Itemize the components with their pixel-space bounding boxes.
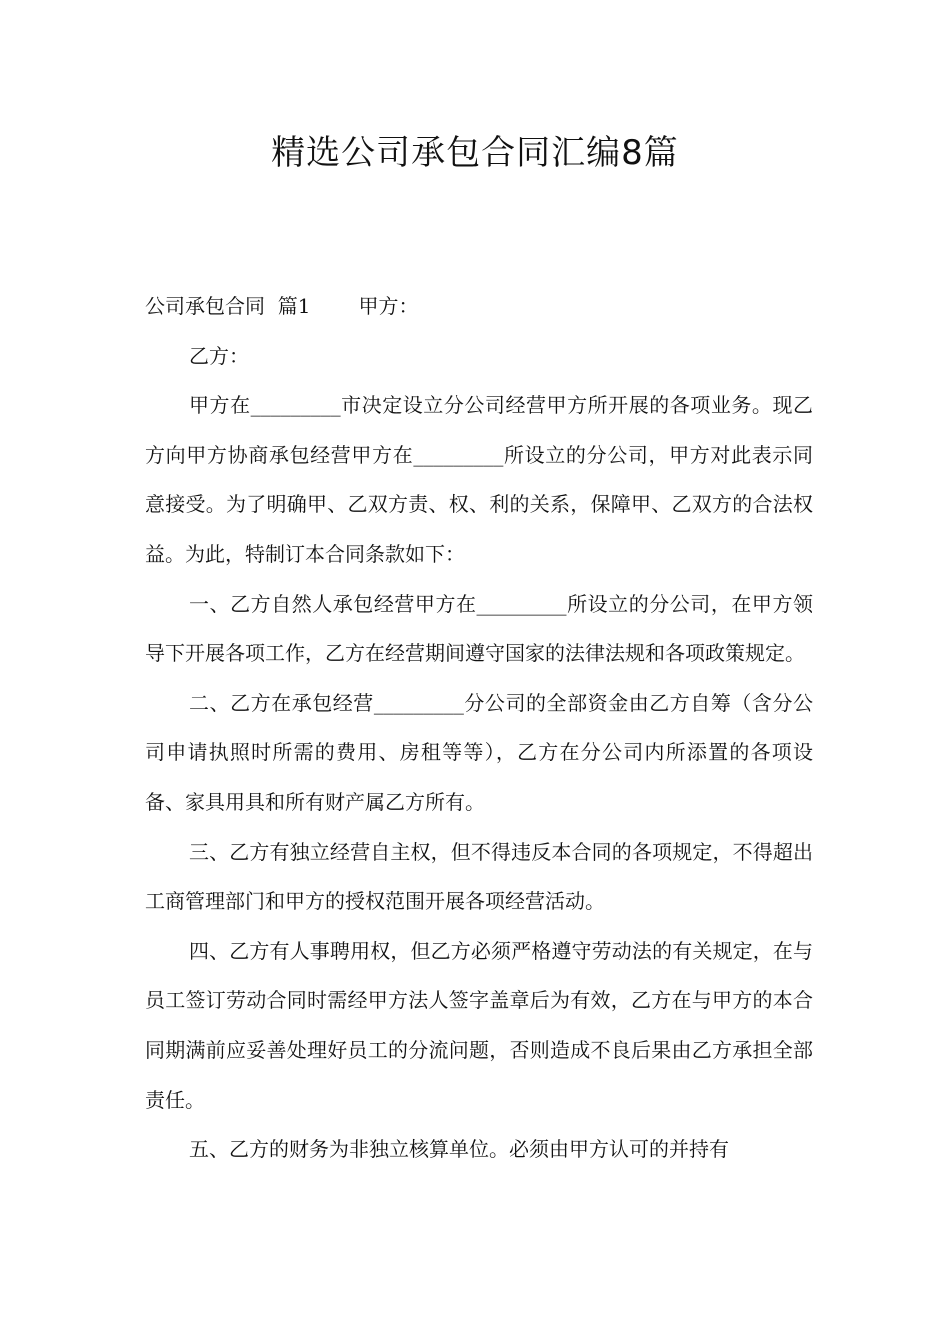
party-b-label: 乙方： [189, 343, 249, 368]
paragraph-intro: 甲方在_________市决定设立分公司经营甲方所开展的各项业务。现乙方向甲方协商承包经营甲方在_________所设立的分公司，甲方对此表示同意接受。为了明确甲、乙双方责、权、利的关系，保障甲、乙双方的合法权益。为此，特制订本合同条款如下： [145, 393, 813, 566]
clause-3: 三、乙方有独立经营自主权，但不得违反本合同的各项规定，不得超出工商管理部门和甲方的授权范围开展各项经营活动。 [145, 839, 813, 914]
document-title: 精选公司承包合同汇编8篇 [271, 133, 679, 173]
section-label: 公司承包合同 篇1 [145, 294, 311, 318]
clause-5: 五、乙方的财务为非独立核算单位。必须由甲方认可的并持有 [189, 1137, 729, 1162]
clause-1: 一、乙方自然人承包经营甲方在_________所设立的分公司，在甲方领导下开展各项工作，乙方在经营期间遵守国家的法律法规和各项政策规定。 [145, 591, 813, 666]
clause-4: 四、乙方有人事聘用权，但乙方必须严格遵守劳动法的有关规定，在与员工签订劳动合同时需经甲方法人签字盖章后为有效，乙方在与甲方的本合同期满前应妥善处理好员工的分流问题，否则造成不良后果由乙方承担全部责任。 [145, 938, 813, 1112]
section-header-line [145, 282, 813, 332]
clause-2: 二、乙方在承包经营_________分公司的全部资金由乙方自筹（含分公司申请执照时所需的费用、房租等等），乙方在分公司内所添置的各项设备、家具用具和所有财产属乙方所有。 [145, 690, 813, 814]
document-body [145, 282, 813, 1175]
party-a-label: 甲方： [358, 294, 419, 318]
